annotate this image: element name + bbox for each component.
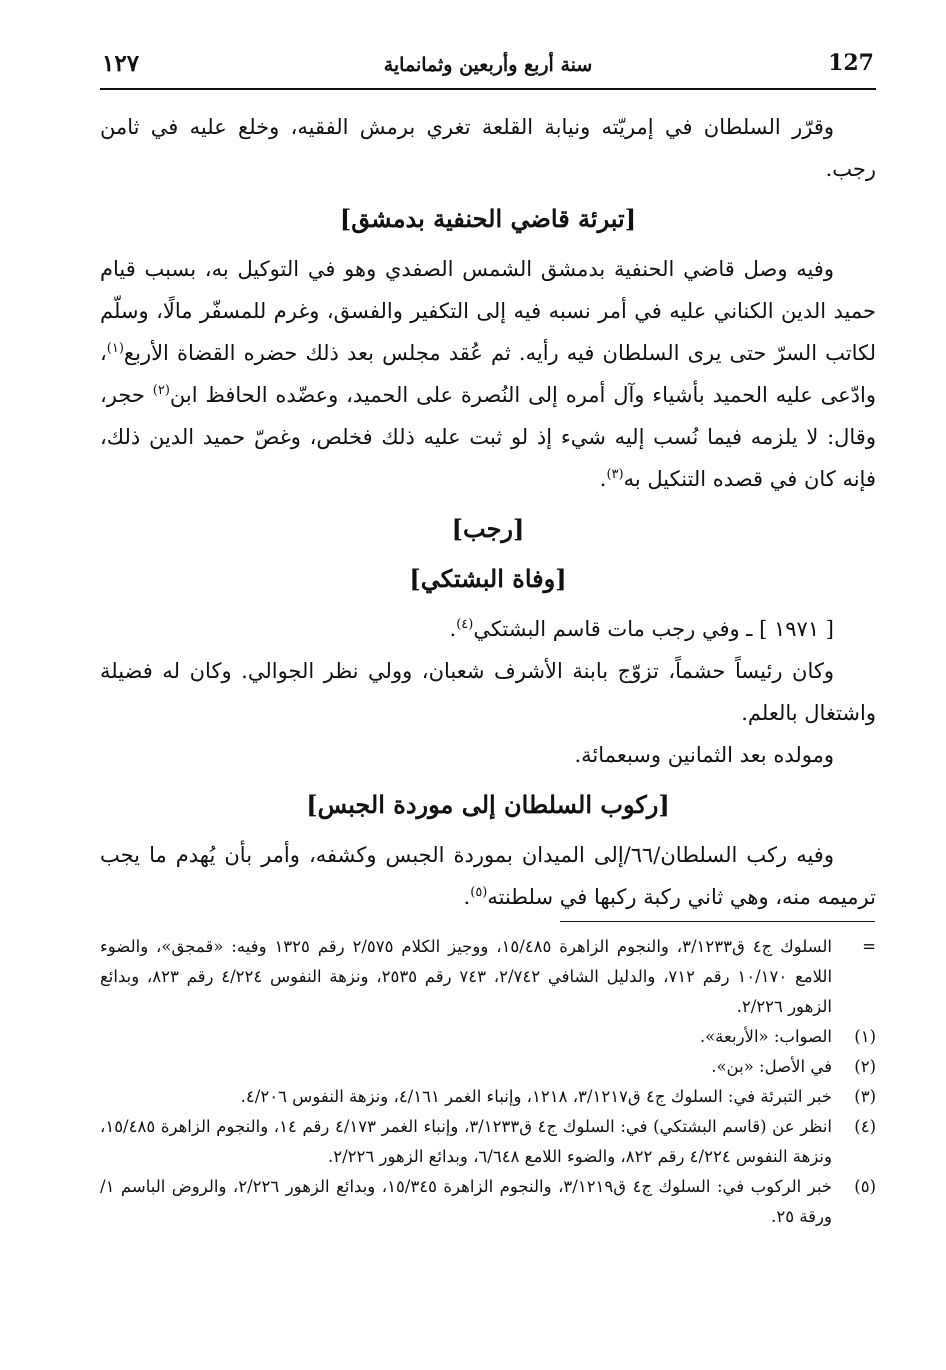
section-heading-acquittal: [تبرئة قاضي الحنفية بدمشق] <box>339 204 637 233</box>
paragraph-entry-1971 <box>100 608 876 650</box>
paragraph-text: حجر، وقال: لا يلزمه فيما نُسب إليه شيء إذ لو ثبت عليه ذلك فخلص، وغصّ حميد الدين ذلك، فإنه كان في قصده التنكيل به <box>100 383 876 491</box>
footnote-text: انظر عن (قاسم البشتكي) في: السلوك ج٤ ق٣/١٢٣٣، وإنباء الغمر ٤/١٧٣ رقم ١٤، والنجوم الزاهرة ١٥/٤٨٥، ونزهة النفوس ٤/٢٢٤ رقم ٨٢٢، والضوء اللامع ٦/٦٤٨، وبدائع الزهور ٢/٢٢٦. <box>100 1117 833 1166</box>
section-heading-ride: [ركوب السلطان إلى موردة الجبس] <box>306 790 670 819</box>
paragraph-appointment: وقرّر السلطان في إمريّته ونيابة القلعة تغري برمش الفقيه، وخلع عليه في ثامن رجب. <box>100 115 876 181</box>
paragraph-text: . <box>463 885 471 909</box>
paragraph-text: . <box>449 617 457 641</box>
footnote-text: خبر الركوب في: السلوك ج٤ ق٣/١٢١٩، والنجوم الزاهرة ١٥/٣٤٥، وبدائع الزهور ٢/٢٢٦، والروض الباسم ١/ورقة ٢٥. <box>100 1177 833 1226</box>
footnote-4 <box>100 1112 876 1172</box>
paragraph-text: وفيه ركب السلطان/٦٦/إلى الميدان بموردة الجبس وكشفه، وأمر بأن يُهدم ما يجب ترميمه منه، وهي ثاني ركبة ركبها في سلطنته <box>100 843 876 909</box>
footnote-mark: (٤) <box>854 1117 876 1136</box>
paragraph-acquittal <box>100 248 876 500</box>
footnote-ref-1[interactable]: (١) <box>106 341 124 356</box>
paragraph-biography: وكان رئيساً حشماً، تزوّج بابنة الأشرف شعبان، وولي نظر الجوالي. وكان له فضيلة واشتغال بالعلم. <box>100 659 876 725</box>
footnote-text: الصواب: «الأربعة». <box>699 1027 832 1046</box>
footnotes <box>100 932 876 1232</box>
running-title: سنة أربع وأربعين وثمانماية <box>383 54 593 76</box>
footnote-mark: (٥) <box>854 1177 876 1196</box>
footnote-ref-5[interactable]: (٥) <box>470 885 488 900</box>
footnote-mark: (٣) <box>854 1087 876 1106</box>
paragraph-text: . <box>599 467 607 491</box>
footnote-ref-2[interactable]: (٢) <box>152 383 170 398</box>
footnote-text: خبر التبرئة في: السلوك ج٤ ق٣/١٢١٧، ١٢١٨، وإنباء الغمر ٤/١٦١، ونزهة النفوس ٤/٢٠٦. <box>240 1087 832 1106</box>
footnote-ref-4[interactable]: (٤) <box>456 617 474 632</box>
footnote-text: في الأصل: «بن». <box>711 1057 832 1076</box>
paragraph-text: وفيه وصل قاضي الحنفية بدمشق الشمس الصفدي وهو في التوكيل به، بسبب قيام حميد الدين الكناني عليه في أمر نسبه فيه إلى التكفير والفسق، وغرم للمسفّر مالًا، وسلّم لكاتب السرّ حتى يرى السلطان فيه رأيه. ثم عُقد مجلس بعد ذلك حضره القضاة الأربع <box>100 257 876 365</box>
footnote-5 <box>100 1172 876 1232</box>
main-text <box>100 106 876 918</box>
footnote-ref-3[interactable]: (٣) <box>606 467 624 482</box>
footnote-2 <box>100 1052 876 1082</box>
entry-text: [ ١٩٧١ ] ـ وفي رجب مات قاسم البشتكي <box>473 617 834 641</box>
paragraph-ride <box>100 834 876 918</box>
footnote-separator <box>560 921 875 922</box>
footnote-text: السلوك ج٤ ق٣/١٢٣٣، والنجوم الزاهرة ١٥/٤٨٥، ووجيز الكلام ٢/٥٧٥ رقم ١٣٢٥ وفيه: «قمجق»، والضوء اللامع ١٠/١٧٠ رقم ٧١٢، والدليل الشافي ٢/٧٤٢، ٧٤٣ رقم ٢٥٣٥، ونزهة النفوس ٤/٢٢٤ رقم ٨٢٣، وبدائع الزهور ٢/٢٢٦. <box>100 937 833 1016</box>
page-number-latin: 127 <box>828 50 874 76</box>
footnote-continued <box>100 932 876 1022</box>
footnote-mark: (١) <box>854 1027 876 1046</box>
paragraph-birth: ومولده بعد الثمانين وسبعمائة. <box>574 743 834 767</box>
section-heading-rajab: [رجب] <box>451 514 525 543</box>
footnote-1 <box>100 1022 876 1052</box>
footnote-3 <box>100 1082 876 1112</box>
page-header <box>100 48 876 90</box>
footnote-mark: = <box>862 937 876 956</box>
footnote-mark: (٢) <box>854 1057 876 1076</box>
paragraph-text: ، وادّعى عليه الحميد بأشياء وآل أمره إلى النُصرة على الحميد، وعضّده الحافظ ابن <box>100 341 877 407</box>
page-number-arabic: ١٢٧ <box>102 50 140 77</box>
section-heading-death: [وفاة البشتكي] <box>409 564 567 593</box>
